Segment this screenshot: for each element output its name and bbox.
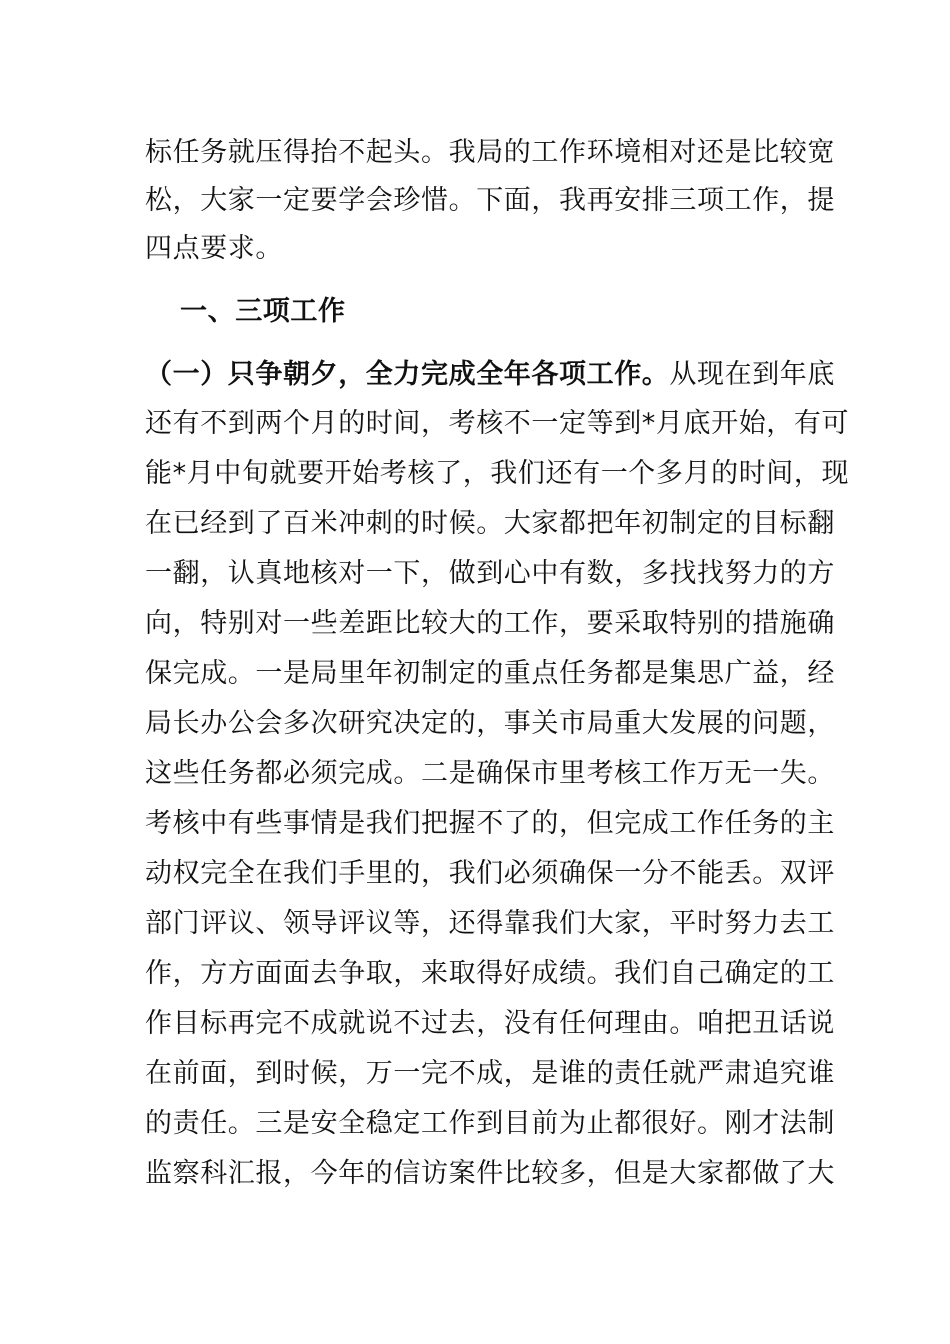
body-text-line: 的责任。三是安全稳定工作到目前为止都很好。刚才法制	[145, 1108, 835, 1139]
body-text-line: 标任务就压得抬不起头。我局的工作环境相对还是比较宽	[145, 137, 835, 168]
body-text-line: 一翻，认真地核对一下，做到心中有数，多找找努力的方	[145, 558, 835, 589]
body-text-line: 考核中有些事情是我们把握不了的，但完成工作任务的主	[145, 808, 835, 839]
body-text-line: 动权完全在我们手里的，我们必须确保一分不能丢。双评	[145, 858, 835, 889]
body-text-line: 能*月中旬就要开始考核了，我们还有一个多月的时间，现	[145, 458, 850, 489]
body-text-line: 向，特别对一些差距比较大的工作，要采取特别的措施确	[145, 608, 835, 639]
body-text-inline: 从现在到年底	[669, 359, 836, 390]
body-text-line: 还有不到两个月的时间，考核不一定等到*月底开始，有可	[145, 408, 850, 439]
body-text-line: 在已经到了百米冲刺的时候。大家都把年初制定的目标翻	[145, 508, 835, 539]
body-text-line: 保完成。一是局里年初制定的重点任务都是集思广益，经	[145, 658, 835, 689]
body-text-line: 部门评议、领导评议等，还得靠我们大家，平时努力去工	[145, 908, 835, 939]
body-text-line: 在前面，到时候，万一完不成，是谁的责任就严肃追究谁	[145, 1058, 835, 1089]
body-text-line: 松，大家一定要学会珍惜。下面，我再安排三项工作，提	[145, 185, 835, 216]
subsection-first-line	[145, 355, 836, 395]
subsection-title: （一）只争朝夕，全力完成全年各项工作。	[145, 359, 670, 390]
body-text-line: 这些任务都必须完成。二是确保市里考核工作万无一失。	[145, 758, 835, 789]
body-text-line: 监察科汇报，今年的信访案件比较多，但是大家都做了大	[145, 1158, 835, 1189]
section-heading: 一、三项工作	[180, 296, 346, 327]
body-text-line: 作，方方面面去争取，来取得好成绩。我们自己确定的工	[145, 958, 835, 989]
body-text-line: 局长办公会多次研究决定的，事关市局重大发展的问题，	[145, 708, 835, 739]
body-text-line: 四点要求。	[145, 233, 283, 264]
body-text-line: 作目标再完不成就说不过去，没有任何理由。咱把丑话说	[145, 1008, 835, 1039]
